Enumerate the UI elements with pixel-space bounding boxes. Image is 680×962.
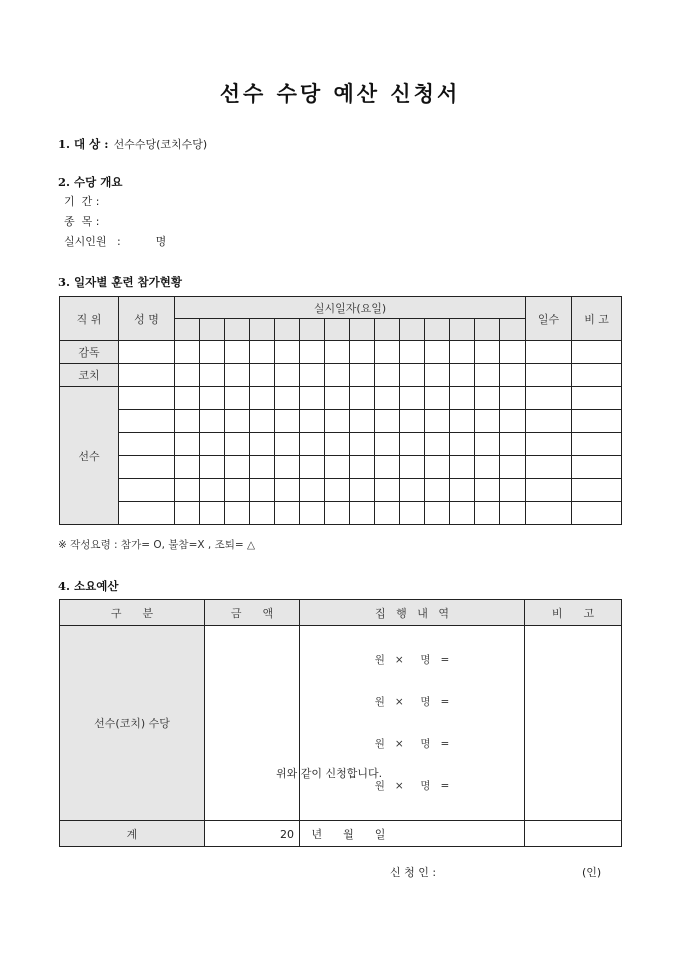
date-header-cell[interactable] [350,319,375,341]
note-cell[interactable] [572,410,622,433]
date-cell[interactable] [275,410,300,433]
date-cell[interactable] [475,456,500,479]
budget-total-note-cell[interactable] [525,821,622,847]
date-cell[interactable] [325,502,350,525]
attendance-table [59,296,622,525]
name-cell[interactable] [119,387,175,410]
date-cell[interactable] [250,387,275,410]
table-row-player [60,502,622,525]
date-cell[interactable] [375,341,400,364]
date-cell[interactable] [500,410,526,433]
table-row-player [60,410,622,433]
date-cell[interactable] [450,479,475,502]
sport-field: 종 목 : [64,215,100,228]
section-1-heading: 1. 대 상 : [58,137,109,151]
date-cell[interactable] [375,387,400,410]
note-cell[interactable] [572,502,622,525]
date-cell[interactable] [375,502,400,525]
date-cell[interactable] [350,341,375,364]
date-cell[interactable] [450,502,475,525]
row-label-coach: 코치 [60,364,119,387]
date-cell[interactable] [500,502,526,525]
date-header-cell[interactable] [475,319,500,341]
date-cell[interactable] [300,387,325,410]
days-cell[interactable] [526,433,572,456]
section-2-heading: 2. 수당 개요 [58,175,123,189]
name-cell[interactable] [119,502,175,525]
date-cell[interactable] [300,502,325,525]
date-header-cell[interactable] [250,319,275,341]
date-cell[interactable] [200,364,225,387]
date-cell[interactable] [375,410,400,433]
budget-table [59,599,622,847]
date-cell[interactable] [425,364,450,387]
date-cell[interactable] [400,341,425,364]
name-cell[interactable] [119,410,175,433]
date-cell[interactable] [200,433,225,456]
date-cell[interactable] [250,410,275,433]
budget-details-cell [300,626,525,821]
table-row-player [60,456,622,479]
date-cell[interactable] [475,410,500,433]
date-cell[interactable] [250,479,275,502]
date-cell[interactable] [175,364,200,387]
date-cell[interactable] [425,410,450,433]
date-cell[interactable] [450,341,475,364]
applicant-label: 신 청 인 : [390,866,437,879]
date-cell[interactable] [325,456,350,479]
closing-statement: 위와 같이 신청합니다. [276,767,383,780]
calc-line: 원 × 명 = [374,738,450,750]
date-line: 20 년 월 일 [280,828,386,841]
date-cell[interactable] [175,410,200,433]
name-cell[interactable] [119,433,175,456]
date-cell[interactable] [375,479,400,502]
date-cell[interactable] [200,479,225,502]
section-3-heading: 3. 일자별 훈련 참가현황 [58,275,182,289]
date-cell[interactable] [225,410,250,433]
date-cell[interactable] [500,387,526,410]
date-cell[interactable] [225,479,250,502]
budget-amount-cell[interactable] [205,626,300,821]
date-cell[interactable] [325,364,350,387]
date-cell[interactable] [475,433,500,456]
table-row-player [60,433,622,456]
headcount-field: 실시인원 : 명 [64,235,167,248]
date-cell[interactable] [425,479,450,502]
date-header-cell[interactable] [225,319,250,341]
row-label-player: 선수 [60,387,119,525]
date-cell[interactable] [375,433,400,456]
budget-header-details: 집 행 내 역 [300,600,525,626]
date-cell[interactable] [200,341,225,364]
table-row-player [60,387,622,410]
date-cell[interactable] [350,456,375,479]
date-cell[interactable] [275,433,300,456]
date-cell[interactable] [300,341,325,364]
date-cell[interactable] [175,433,200,456]
name-cell[interactable] [119,364,175,387]
table-row-player [60,479,622,502]
date-cell[interactable] [350,479,375,502]
date-cell[interactable] [200,410,225,433]
legend-note: ※ 작성요령 : 참가= O, 불참=X , 조퇴= △ [58,539,256,551]
note-cell[interactable] [572,456,622,479]
calc-line: 원 × 명 = [374,780,450,792]
date-cell[interactable] [425,456,450,479]
date-cell[interactable] [325,479,350,502]
col-header-note: 비 고 [572,297,622,341]
date-cell[interactable] [350,364,375,387]
budget-header-category: 구 분 [60,600,205,626]
date-cell[interactable] [375,364,400,387]
date-cell[interactable] [225,456,250,479]
date-cell[interactable] [500,479,526,502]
date-cell[interactable] [475,479,500,502]
budget-note-cell[interactable] [525,626,622,821]
date-cell[interactable] [175,479,200,502]
note-cell[interactable] [572,341,622,364]
date-cell[interactable] [425,341,450,364]
date-cell[interactable] [475,341,500,364]
date-cell[interactable] [200,387,225,410]
date-cell[interactable] [500,433,526,456]
period-field: 기 간 : [64,195,100,208]
date-cell[interactable] [250,364,275,387]
date-header-cell[interactable] [175,319,200,341]
date-header-cell[interactable] [375,319,400,341]
date-cell[interactable] [325,433,350,456]
date-cell[interactable] [325,410,350,433]
row-label-head-coach: 감독 [60,341,119,364]
section-1 [58,133,207,152]
budget-item-label: 선수(코치) 수당 [60,626,205,821]
col-header-dates: 실시일자(요일) [175,297,526,319]
budget-header-amount: 금 액 [205,600,300,626]
date-cell[interactable] [300,479,325,502]
section-1-value: 선수수당(코치수당) [113,138,208,151]
date-cell[interactable] [450,456,475,479]
date-cell[interactable] [300,364,325,387]
days-cell[interactable] [526,364,572,387]
date-cell[interactable] [400,456,425,479]
date-cell[interactable] [425,387,450,410]
date-header-cell[interactable] [325,319,350,341]
date-cell[interactable] [250,341,275,364]
date-cell[interactable] [175,456,200,479]
date-cell[interactable] [500,341,526,364]
date-cell[interactable] [475,364,500,387]
date-cell[interactable] [350,387,375,410]
date-cell[interactable] [425,433,450,456]
seal-mark: (인) [582,866,602,879]
date-cell[interactable] [200,456,225,479]
days-cell[interactable] [526,456,572,479]
date-cell[interactable] [400,387,425,410]
note-cell[interactable] [572,479,622,502]
days-cell[interactable] [526,341,572,364]
document-title: 선수 수당 예산 신청서 [219,81,461,106]
date-cell[interactable] [200,502,225,525]
calc-line: 원 × 명 = [374,696,450,708]
date-header-cell[interactable] [425,319,450,341]
date-header-cell[interactable] [500,319,526,341]
date-header-cell[interactable] [400,319,425,341]
date-cell[interactable] [275,456,300,479]
date-cell[interactable] [375,456,400,479]
date-cell[interactable] [475,502,500,525]
date-header-cell[interactable] [275,319,300,341]
table-row-coach-head [60,341,622,364]
date-cell[interactable] [275,341,300,364]
date-cell[interactable] [350,410,375,433]
date-cell[interactable] [250,456,275,479]
name-cell[interactable] [119,479,175,502]
section-4-heading: 4. 소요예산 [58,579,119,593]
date-cell[interactable] [350,433,375,456]
days-cell[interactable] [526,410,572,433]
table-row-coach [60,364,622,387]
col-header-days: 일수 [526,297,572,341]
note-cell[interactable] [572,387,622,410]
date-cell[interactable] [225,433,250,456]
date-cell[interactable] [325,341,350,364]
date-cell[interactable] [250,433,275,456]
budget-header-note: 비 고 [525,600,622,626]
days-cell[interactable] [526,387,572,410]
date-header-cell[interactable] [300,319,325,341]
date-cell[interactable] [175,502,200,525]
date-cell[interactable] [300,456,325,479]
date-cell[interactable] [450,433,475,456]
date-cell[interactable] [325,387,350,410]
date-cell[interactable] [400,364,425,387]
date-cell[interactable] [400,479,425,502]
col-header-name: 성 명 [119,297,175,341]
days-cell[interactable] [526,479,572,502]
date-cell[interactable] [300,433,325,456]
date-header-cell[interactable] [200,319,225,341]
date-cell[interactable] [425,502,450,525]
note-cell[interactable] [572,364,622,387]
date-cell[interactable] [225,502,250,525]
date-header-cell[interactable] [450,319,475,341]
date-cell[interactable] [300,410,325,433]
date-cell[interactable] [450,364,475,387]
date-cell[interactable] [225,341,250,364]
budget-total-label: 계 [60,821,205,847]
date-cell[interactable] [450,410,475,433]
date-cell[interactable] [175,387,200,410]
date-cell[interactable] [400,433,425,456]
days-cell[interactable] [526,502,572,525]
name-cell[interactable] [119,341,175,364]
date-cell[interactable] [400,410,425,433]
date-cell[interactable] [225,364,250,387]
date-cell[interactable] [350,502,375,525]
date-cell[interactable] [275,387,300,410]
calc-line: 원 × 명 = [374,654,450,666]
date-cell[interactable] [175,341,200,364]
date-cell[interactable] [250,502,275,525]
col-header-position: 직 위 [60,297,119,341]
name-cell[interactable] [119,456,175,479]
date-cell[interactable] [500,456,526,479]
note-cell[interactable] [572,433,622,456]
date-cell[interactable] [500,364,526,387]
date-cell[interactable] [400,502,425,525]
date-cell[interactable] [275,502,300,525]
date-cell[interactable] [275,364,300,387]
date-cell[interactable] [450,387,475,410]
date-cell[interactable] [275,479,300,502]
date-cell[interactable] [225,387,250,410]
date-cell[interactable] [475,387,500,410]
